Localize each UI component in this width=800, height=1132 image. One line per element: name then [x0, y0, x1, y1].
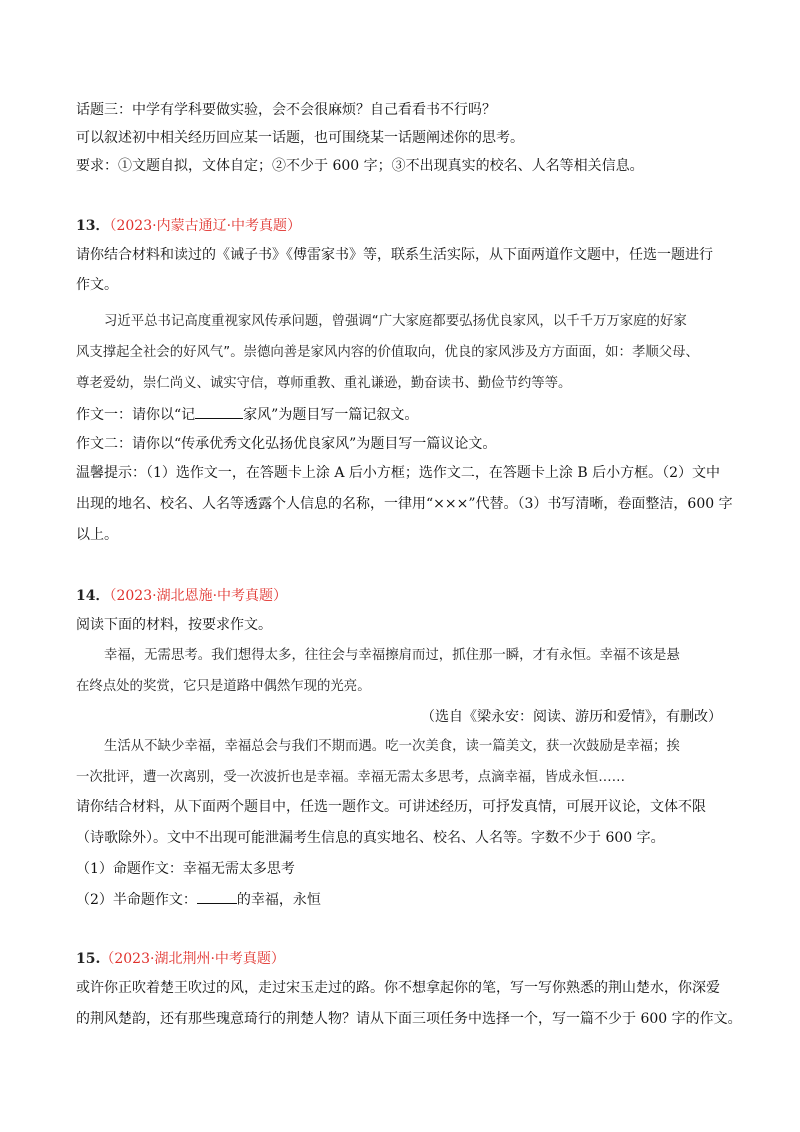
source-tag: （2023·内蒙古通辽·中考真题） [109, 218, 302, 234]
tips-text: 温馨提示：（1）选作文一，在答题卡上涂 A 后小方框；选作文二，在答题卡上涂 B 后小方框。（2）文中 [76, 465, 721, 481]
question-14-requirement-cont: （诗歌除外）。文中不出现可能泄漏考生信息的真实地名、校名、人名等。字数不少于 600 字。 [76, 830, 665, 846]
title-two-suffix: 的幸福，永恒 [236, 892, 321, 908]
essay-title-one: （1）命题作文：幸福无需太多思考 [76, 861, 295, 877]
option-one-prefix: 作文一：请你以“记 [76, 407, 196, 423]
tips-text-cont: 以上。 [76, 527, 118, 543]
title-two-prefix: （2）半命题作文： [76, 892, 197, 908]
writing-requirement: 要求：①文题自拟，文体自定；②不少于 600 字；③不出现真实的校名、人名等相关信息。 [76, 158, 644, 174]
material-paragraph: 习近平总书记高度重视家风传承问题，曾强调“广大家庭都要弘扬优良家风，以千千万万家庭的好家 [104, 314, 687, 329]
question-15-prompt-cont: 的荆风楚韵，还有那些瑰意琦行的荆楚人物？请从下面三项任务中选择一个，写一篇不少于 600 字的作文。 [76, 1011, 742, 1027]
question-15-heading [76, 949, 732, 969]
narration-instruction: 可以叙述初中相关经历回应某一话题，也可围绕某一话题阐述你的思考。 [76, 130, 524, 146]
question-13-heading [76, 216, 732, 236]
question-13-prompt: 请你结合材料和读过的《诫子书》《傅雷家书》等，联系生活实际，从下面两道作文题中，任选一题进行 [76, 247, 713, 263]
question-14-prompt: 阅读下面的材料，按要求作文。 [76, 617, 272, 633]
question-number: 14． [76, 588, 110, 604]
material-paragraph-cont: 尊老爱幼，崇仁尚义、诚实守信，尊师重教、重礼谦逊，勤奋读书、勤俭节约等等。 [76, 376, 572, 391]
tips-text-cont: 出现的地名、校名、人名等透露个人信息的名称，一律用“×××”代替。（3）书写清晰，卷面整洁，600 字 [76, 496, 733, 512]
source-tag: （2023·湖北恩施·中考真题） [109, 588, 288, 604]
question-14-heading [76, 586, 732, 606]
question-13-prompt-cont: 作文。 [76, 277, 118, 293]
essay-option-one [76, 404, 732, 425]
material-paragraph: 生活从不缺少幸福，幸福总会与我们不期而遇。吃一次美食，读一篇美文，获一次鼓励是幸福；挨 [104, 739, 680, 754]
option-one-suffix: 家风”为题目写一篇记叙文。 [243, 407, 419, 423]
question-14-requirement: 请你结合材料，从下面两个题目中，任选一题作文。可讲述经历，可抒发真情，可展开议论，文体不限 [76, 799, 706, 815]
question-number: 13． [76, 218, 110, 234]
essay-option-two: 作文二：请你以“传承优秀文化弘扬优良家风”为题目写一篇议论文。 [76, 436, 497, 452]
material-paragraph: 幸福，无需思考。我们想得太多，往往会与幸福擦肩而过，抓住那一瞬，才有永恒。幸福不该是悬 [104, 648, 680, 663]
question-15-prompt: 或许你正吹着楚王吹过的风，走过宋玉走过的路。你不想拿起你的笔，写一写你熟悉的荆山楚水，你深爱 [76, 980, 720, 996]
material-paragraph-cont: 风支撑起全社会的好风气”。崇德向善是家风内容的价值取向，优良的家风涉及方方面面，如：孝顺父母、 [76, 345, 699, 360]
essay-title-two [76, 889, 732, 910]
source-tag: （2023·湖北荆州·中考真题） [100, 951, 285, 967]
material-paragraph-cont: 在终点处的奖赏，它只是道路中偶然乍现的光亮。 [76, 679, 371, 694]
material-source: （选自《梁永安：阅读、游历和爱情》，有删改） [421, 709, 722, 725]
material-paragraph-cont: 一次批评，遭一次离别，受一次波折也是幸福。幸福无需太多思考，点滴幸福，皆成永恒…… [76, 770, 626, 785]
fill-in-blank [197, 889, 237, 904]
question-number: 15. [76, 951, 101, 967]
topic-three-text: 话题三：中学有学科要做实验，会不会很麻烦？自己看看书不行吗？ [76, 102, 496, 118]
fill-in-blank [195, 404, 243, 419]
